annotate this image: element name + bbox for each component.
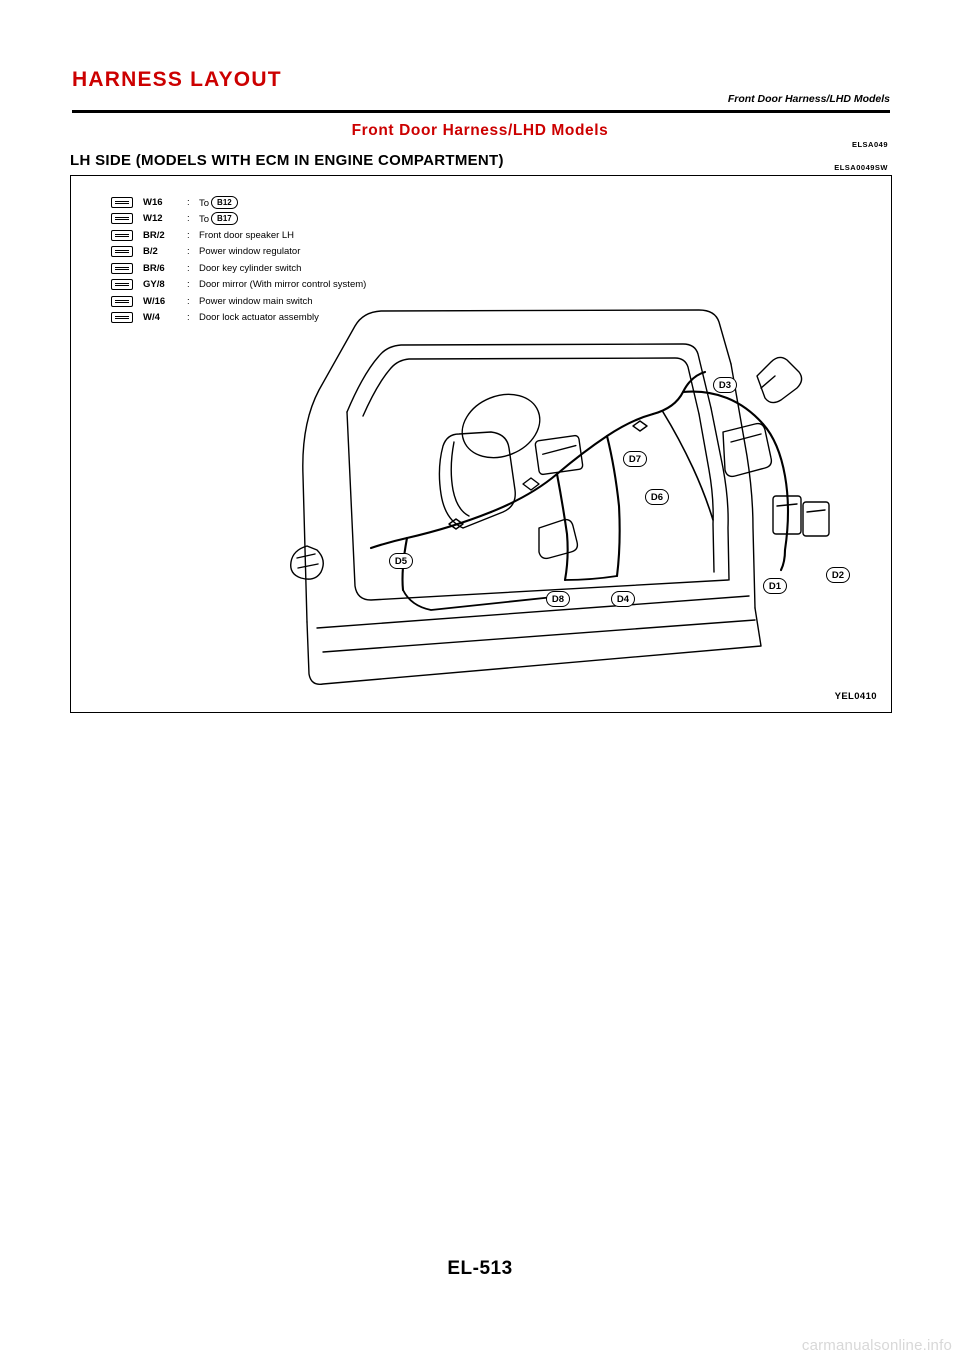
figure-container <box>70 175 892 713</box>
legend-reference-badge: B12 <box>211 196 238 209</box>
legend-separator: : <box>187 213 190 225</box>
watermark: carmanualsonline.info <box>801 1337 952 1354</box>
page-number: EL-513 <box>447 1258 513 1279</box>
running-head: Front Door Harness/LHD Models <box>727 93 890 105</box>
legend-code: W16 <box>143 196 163 208</box>
legend-description: Door mirror (With mirror control system) <box>199 279 367 291</box>
legend-code: BR/2 <box>143 229 165 241</box>
legend-code: BR/6 <box>143 262 165 274</box>
header-divider <box>72 110 890 113</box>
legend-separator: : <box>187 229 190 241</box>
legend-description: Door key cylinder switch <box>199 262 302 274</box>
legend-separator: : <box>187 262 190 274</box>
section-code: ELSA049 <box>851 140 888 149</box>
callout-d4: D4 <box>611 591 635 607</box>
legend-description-text: To <box>199 214 210 226</box>
legend-code: B/2 <box>143 246 158 258</box>
legend-code: W/16 <box>143 295 166 307</box>
legend-separator: : <box>187 246 190 258</box>
page-title: HARNESS LAYOUT <box>72 68 282 91</box>
legend-reference-badge: B17 <box>211 212 238 225</box>
door-harness-illustration <box>71 176 891 712</box>
legend-separator: : <box>187 196 190 208</box>
callout-d7: D7 <box>623 451 647 467</box>
callout-d3: D3 <box>713 377 737 393</box>
legend-description-text: To <box>199 197 210 209</box>
legend-separator: : <box>187 279 190 291</box>
section-title: Front Door Harness/LHD Models <box>351 122 609 139</box>
legend-code: W12 <box>143 213 163 225</box>
legend-code: GY/8 <box>143 279 165 291</box>
legend-code: W/4 <box>143 312 160 324</box>
callout-d1: D1 <box>763 578 787 594</box>
legend-description: Power window regulator <box>199 246 301 258</box>
legend-separator: : <box>187 312 190 324</box>
callout-d2: D2 <box>826 567 850 583</box>
legend-description: Power window main switch <box>199 295 313 307</box>
subsection-title: LH SIDE (MODELS WITH ECM IN ENGINE COMPARTMENT) <box>70 152 504 169</box>
legend-description: Door lock actuator assembly <box>199 312 319 324</box>
legend-description: Front door speaker LH <box>199 229 295 241</box>
figure-code: YEL0410 <box>834 691 877 702</box>
callout-d8: D8 <box>546 591 570 607</box>
legend-separator: : <box>187 295 190 307</box>
callout-d6: D6 <box>645 489 669 505</box>
subsection-code: ELSA0049SW <box>834 163 888 172</box>
callout-d5: D5 <box>389 553 413 569</box>
